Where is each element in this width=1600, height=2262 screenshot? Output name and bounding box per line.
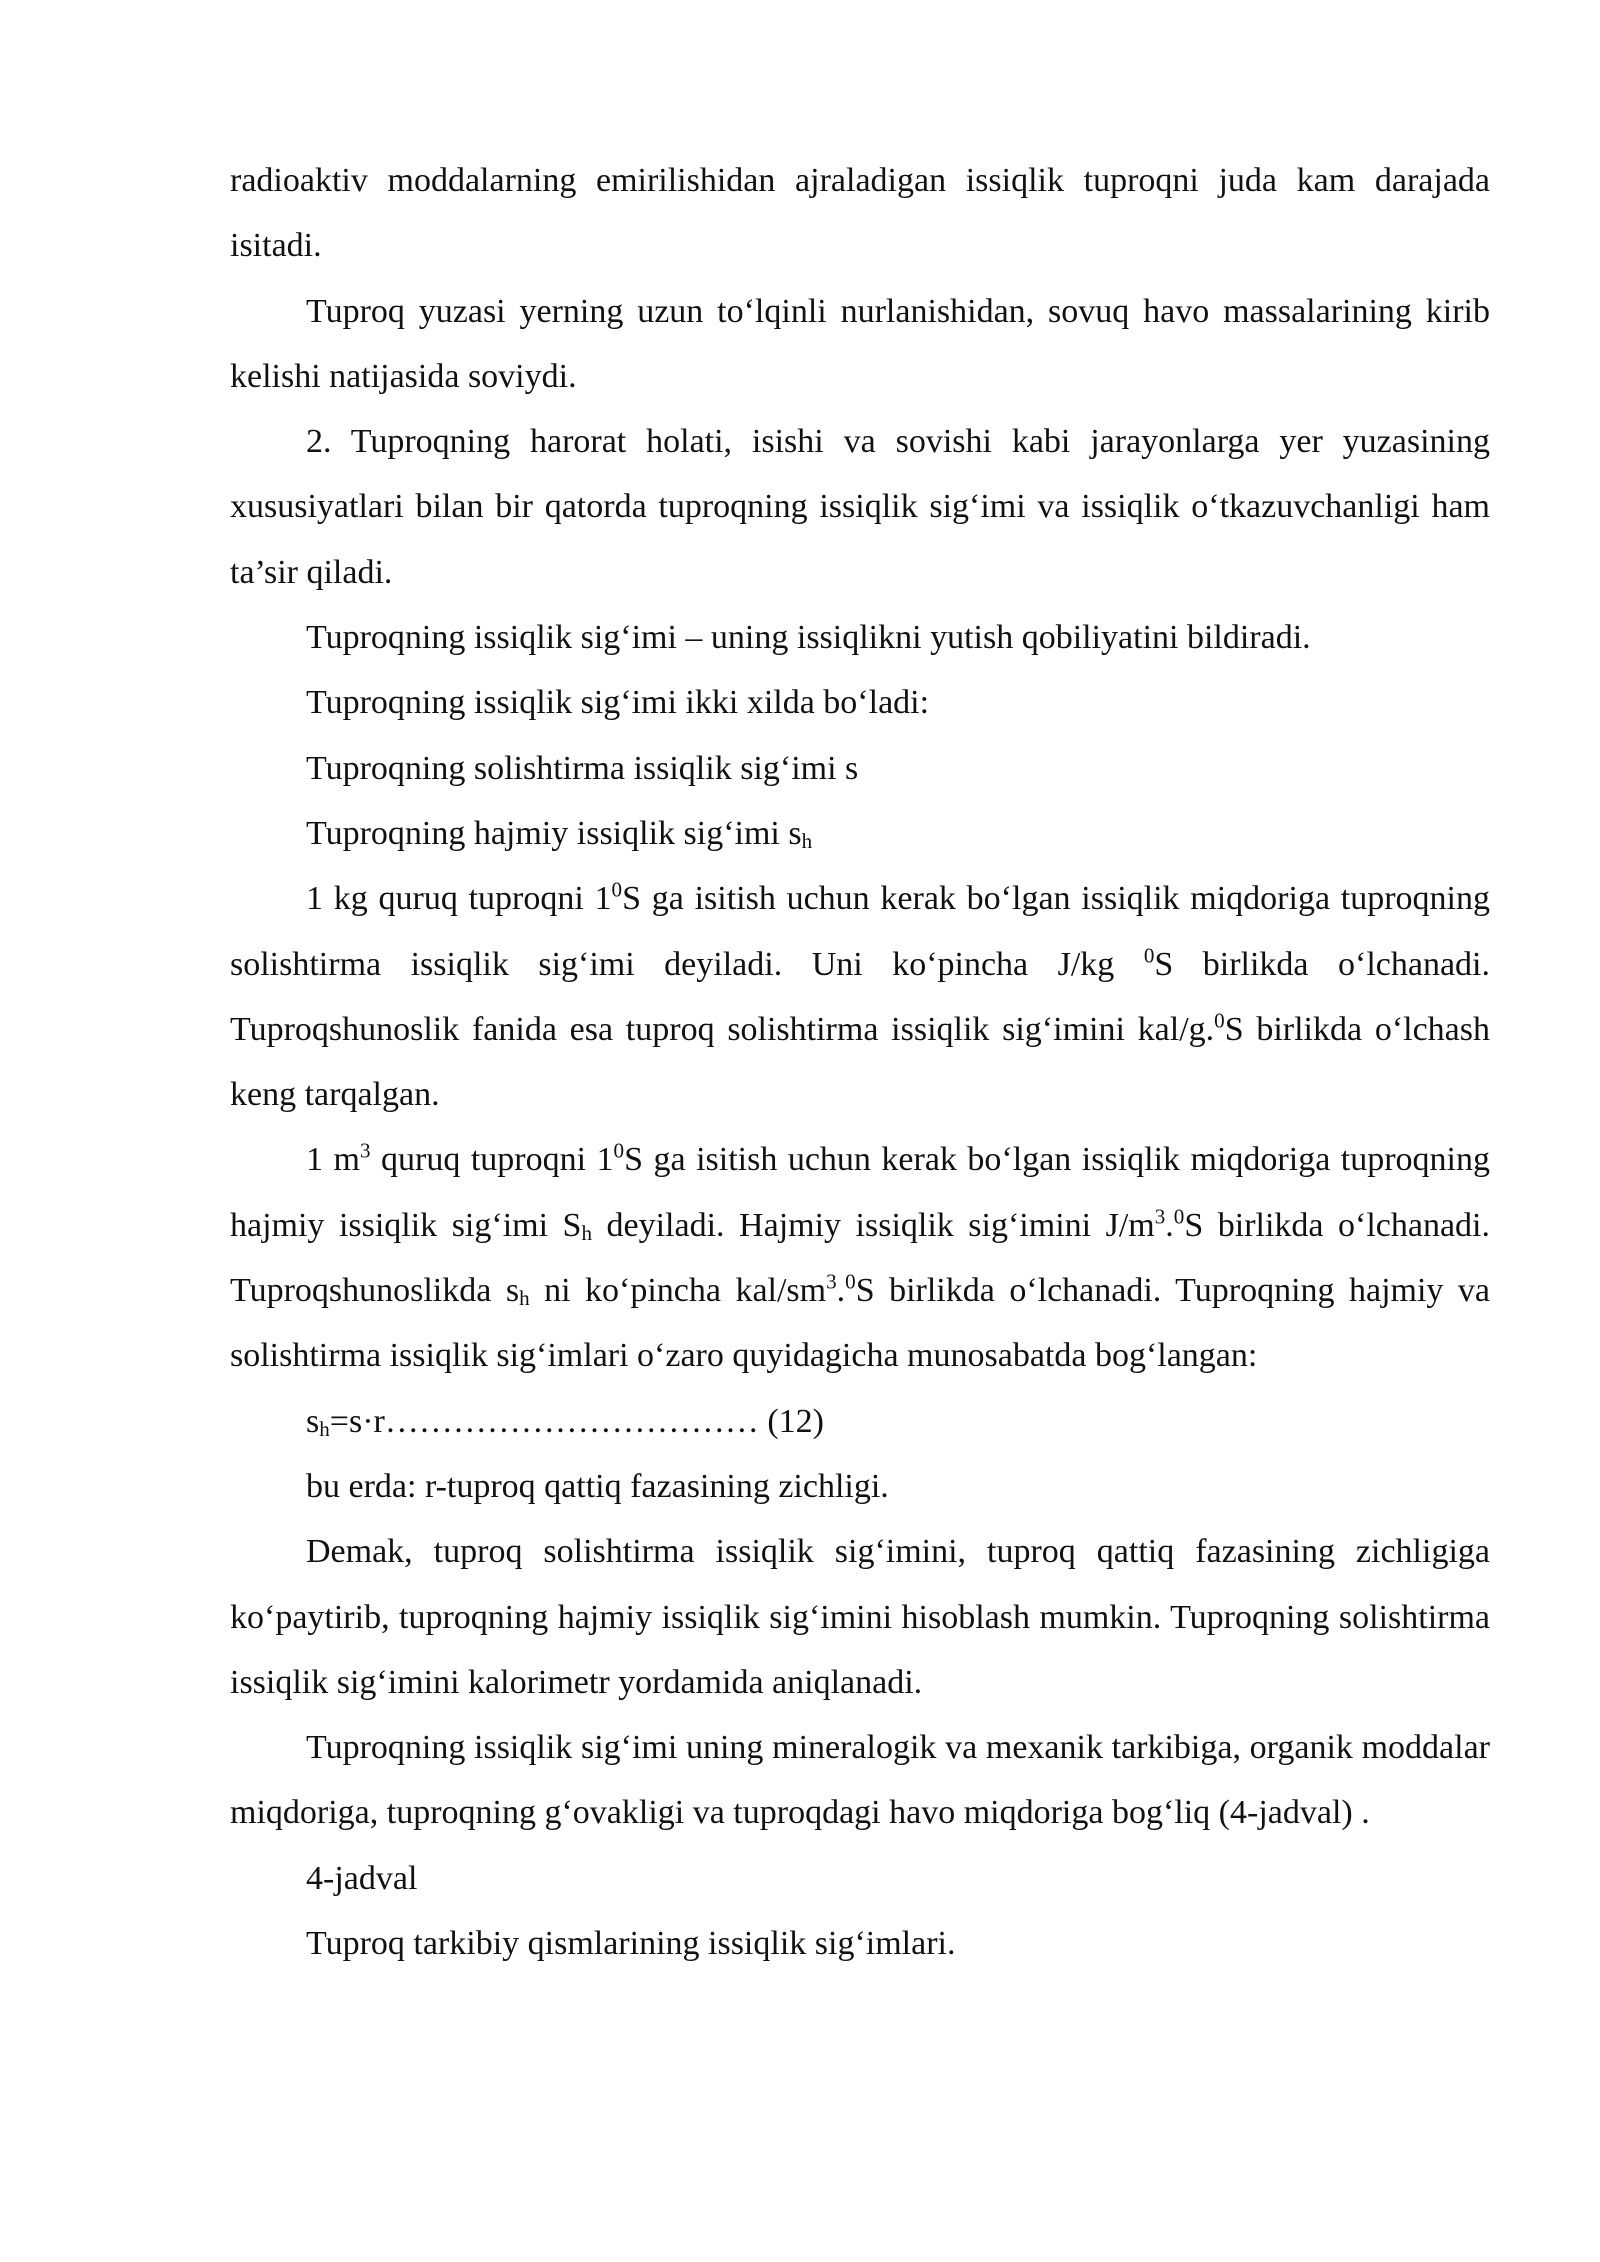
- superscript: 3: [1154, 1204, 1166, 1229]
- paragraph-dependence: Tuproqning issiqlik sig‘imi uning mineralogik va mexanik tarkibiga, organik moddalar miqdoriga, tuproqning g‘ovakligi va tuproqdagi havo miqdoriga bog‘liq (4-jadval) .: [230, 1729, 1490, 1832]
- superscript: 0: [611, 877, 623, 902]
- superscript: 0: [613, 1138, 625, 1163]
- paragraph-specific-heat: [230, 866, 1490, 1127]
- formula-symbol: s: [306, 1402, 320, 1440]
- paragraph-volumetric-heat: [230, 1127, 1490, 1388]
- text-run: S birlikda o‘lchash keng tarqalgan.: [230, 1010, 1490, 1114]
- formula-rest: =s·r…………………………… (12): [329, 1402, 824, 1440]
- subscript: h: [319, 1416, 330, 1441]
- paragraph-continuation: radioaktiv moddalarning emirilishidan ajraladigan issiqlik tuproqni juda kam darajada isitadi.: [230, 162, 1490, 265]
- subscript-h: h: [801, 829, 813, 854]
- subscript: h: [519, 1286, 530, 1311]
- text-run: ni ko‘pincha kal/sm: [529, 1272, 827, 1310]
- text-run: .: [836, 1272, 846, 1310]
- paragraph-two-kinds: Tuproqning issiqlik sig‘imi ikki xilda bo‘ladi:: [306, 684, 930, 722]
- paragraph-point-2: 2. Tuproqning harorat holati, isishi va sovishi kabi jarayonlarga yer yuzasining xususiyatlari bilan bir qatorda tuproqning issiqlik sig‘imi va issiqlik o‘tkazuvchanligi ham ta’sir qiladi.: [230, 423, 1490, 591]
- table-label: 4-jadval: [306, 1859, 418, 1897]
- text-run: S ga isitish uchun kerak bo‘lgan issiqlik miqdoriga tuproqning solishtirma issiqlik sig‘imi deyiladi. Uni ko‘pincha J/kg: [230, 880, 1491, 983]
- formula-12: [230, 1389, 1490, 1454]
- superscript: 0: [1173, 1204, 1185, 1229]
- text-run: S ga isitish uchun kerak bo‘lgan issiqlik miqdoriga tuproqning hajmiy issiqlik sig‘imi S: [230, 1141, 1491, 1244]
- paragraph-heat-capacity-definition: Tuproqning issiqlik sig‘imi – uning issiqlikni yutish qobiliyatini bildiradi.: [306, 619, 1311, 657]
- superscript: 3: [826, 1269, 837, 1294]
- superscript: 0: [1214, 1008, 1225, 1033]
- item-volumetric-text: Tuproqning hajmiy issiqlik sig‘imi s: [306, 814, 802, 852]
- paragraph-calculation: Demak, tuproq solishtirma issiqlik sig‘imini, tuproq qattiq fazasining zichligiga ko‘paytirib, tuproqning hajmiy issiqlik sig‘imini hisoblash mumkin. Tuproqning solishtirma issiqlik sig‘imini kalorimetr yordamida aniqlanadi.: [230, 1533, 1490, 1701]
- formula-explanation: bu erda: r-tuproq qattiq fazasining zichligi.: [306, 1467, 889, 1505]
- table-title: Tuproq tarkibiy qismlarining issiqlik sig‘imlari.: [306, 1925, 956, 1963]
- text-run: S birlikda o‘lchanadi. Tuproqshunoslik fanida esa tuproq solishtirma issiqlik sig‘imini kal/g.: [230, 945, 1490, 1048]
- item-volumetric-heat-capacity: [230, 801, 1490, 866]
- superscript: 3: [359, 1138, 371, 1163]
- superscript: 0: [845, 1269, 856, 1294]
- text-run: .: [1165, 1206, 1174, 1244]
- superscript: 0: [1143, 942, 1155, 967]
- text-run: deyiladi. Hajmiy issiqlik sig‘imini J/m: [592, 1206, 1155, 1244]
- item-specific-heat-capacity: Tuproqning solishtirma issiqlik sig‘imi s: [306, 749, 859, 787]
- text-run: 1 kg quruq tuproqni 1: [306, 880, 612, 918]
- document-page: [230, 148, 1490, 1976]
- text-run: S birlikda o‘lchanadi. Tuproqshunoslikda s: [230, 1206, 1490, 1310]
- text-run: S birlikda o‘lchanadi. Tuproqning hajmiy va solishtirma issiqlik sig‘imlari o‘zaro quyidagicha munosabatda bog‘langan:: [230, 1272, 1490, 1375]
- text-run: quruq tuproqni 1: [370, 1141, 614, 1179]
- paragraph-cooling: Tuproq yuzasi yerning uzun to‘lqinli nurlanishidan, sovuq havo massalarining kirib kelishi natijasida soviydi.: [230, 292, 1490, 395]
- subscript: h: [581, 1220, 593, 1245]
- text-run: 1 m: [306, 1141, 360, 1179]
